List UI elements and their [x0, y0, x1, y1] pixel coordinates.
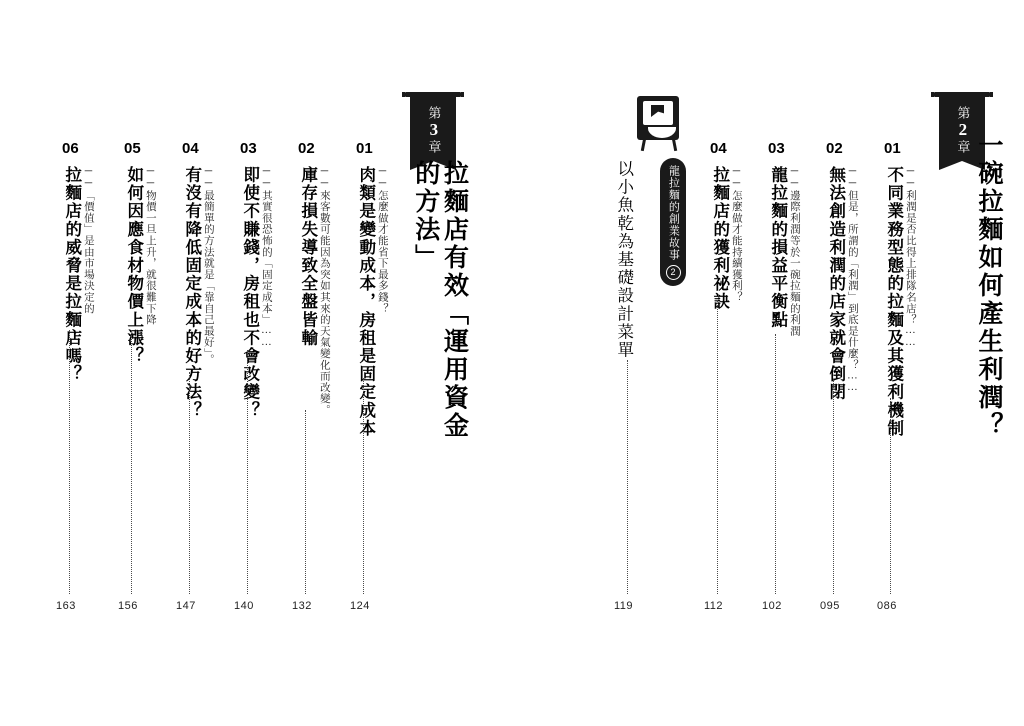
column-badge: [660, 158, 686, 286]
a-frame-sign-icon: [633, 96, 685, 152]
entry-number: 04: [710, 140, 727, 157]
banner-label: 第: [426, 106, 442, 120]
entry-page-number: 102: [762, 600, 782, 612]
entry-title: 如何因應食材物價上漲？: [124, 166, 144, 366]
chapter-banner-3: [405, 92, 461, 170]
entry-subtitle: ──最簡單的方法就是「靠自己最好」。: [202, 166, 214, 366]
entry-title: 龍拉麵的損益平衡點: [768, 166, 788, 329]
toc-entry[interactable]: [826, 140, 872, 401]
entry-page-number: 112: [704, 600, 724, 612]
entry-title: 即使不賺錢，房租也不會改變？: [240, 166, 260, 420]
sign-board: [637, 96, 679, 140]
entry-page-number: 086: [877, 600, 897, 612]
entry-subtitle: ──怎麼做才能省下最多錢？: [376, 166, 388, 314]
entry-number: 02: [826, 140, 843, 157]
entry-subtitle: ──其實很恐怖的「固定成本」……: [260, 166, 272, 349]
entry-subtitle: ──「價值」是由市場決定的: [82, 166, 94, 314]
entry-title: 有沒有降低固定成本的好方法？: [182, 166, 202, 420]
entry-subtitle: ──怎麼做才能持續獲利？: [730, 166, 742, 303]
chapter-title-3: 拉麵店有效「運用資金的方法」: [411, 160, 468, 440]
toc-entry[interactable]: [298, 140, 344, 416]
leader-line: [247, 350, 248, 594]
banner-number: 2: [953, 120, 973, 140]
leader-line: [833, 380, 834, 594]
entry-title: 肉類是變動成本，房租是固定成本: [356, 166, 376, 438]
leader-line: [363, 378, 364, 594]
leader-line: [189, 372, 190, 594]
entry-page-number: 140: [234, 600, 254, 612]
entry-number: 05: [124, 140, 141, 157]
leader-line: [775, 334, 776, 594]
entry-number: 02: [298, 140, 315, 157]
banner-unit: 章: [426, 140, 442, 154]
entry-page-number: 132: [292, 600, 312, 612]
entry-title: 無法創造利潤的店家就會倒閉: [826, 166, 846, 402]
banner-number: 3: [424, 120, 444, 140]
entry-title: 不同業務型態的拉麵及其獲利機制: [884, 166, 904, 438]
entry-number: 03: [240, 140, 257, 157]
entry-page-number: 156: [118, 600, 138, 612]
leader-line: [305, 410, 306, 594]
ramen-bowl-icon: [648, 127, 676, 138]
banner-label: 第: [955, 106, 971, 120]
entry-subtitle: ──但是，所謂的「利潤」到底是什麼？……: [846, 166, 858, 394]
entry-title: 拉麵店的獲利祕訣: [710, 166, 730, 311]
banner-unit: 章: [955, 140, 971, 154]
entry-number: 04: [182, 140, 199, 157]
entry-subtitle: ──物價一旦上升，就很難下降: [144, 166, 156, 326]
entry-page-number: 095: [820, 600, 840, 612]
toc-entry[interactable]: [768, 140, 814, 337]
entry-subtitle: ──利潤是否比得上排隊名店？……: [904, 166, 916, 349]
entry-title: 庫存損失導致全盤皆輸: [298, 166, 318, 347]
leader-line: [717, 300, 718, 594]
entry-number: 06: [62, 140, 79, 157]
toc-column-entry[interactable]: [614, 160, 648, 359]
entry-number: 01: [884, 140, 901, 157]
entry-number: 03: [768, 140, 785, 157]
entry-subtitle: ──來客數可能因為突如其來的天氣變化而改變。: [318, 166, 330, 416]
column-badge-number: 2: [666, 265, 681, 280]
column-title: 以小魚乾為基礎設計菜單: [614, 160, 634, 360]
entry-subtitle: ──邊際利潤等於一碗拉麵的利潤: [788, 166, 800, 337]
entry-page-number: 147: [176, 600, 196, 612]
column-page-number: 119: [614, 600, 634, 612]
entry-page-number: 163: [56, 600, 76, 612]
leader-line: [627, 360, 628, 594]
leader-line: [890, 398, 891, 594]
leader-line: [69, 330, 70, 594]
banner-text: [424, 106, 443, 154]
column-badge-text: 龍拉麵的創業故事: [667, 165, 680, 261]
entry-number: 01: [356, 140, 373, 157]
sign-flag-icon: [651, 105, 664, 117]
banner-text: [953, 106, 972, 154]
toc-entry[interactable]: [710, 140, 756, 311]
leader-line: [131, 330, 132, 594]
toc-entry[interactable]: [884, 140, 930, 438]
entry-page-number: 124: [350, 600, 370, 612]
sign-inner-panel: [643, 101, 673, 125]
chapter-title-2: 一碗拉麵如何產生利潤？: [975, 132, 1002, 440]
entry-title: 拉麵店的威脅是拉麵店嗎？: [62, 166, 82, 384]
